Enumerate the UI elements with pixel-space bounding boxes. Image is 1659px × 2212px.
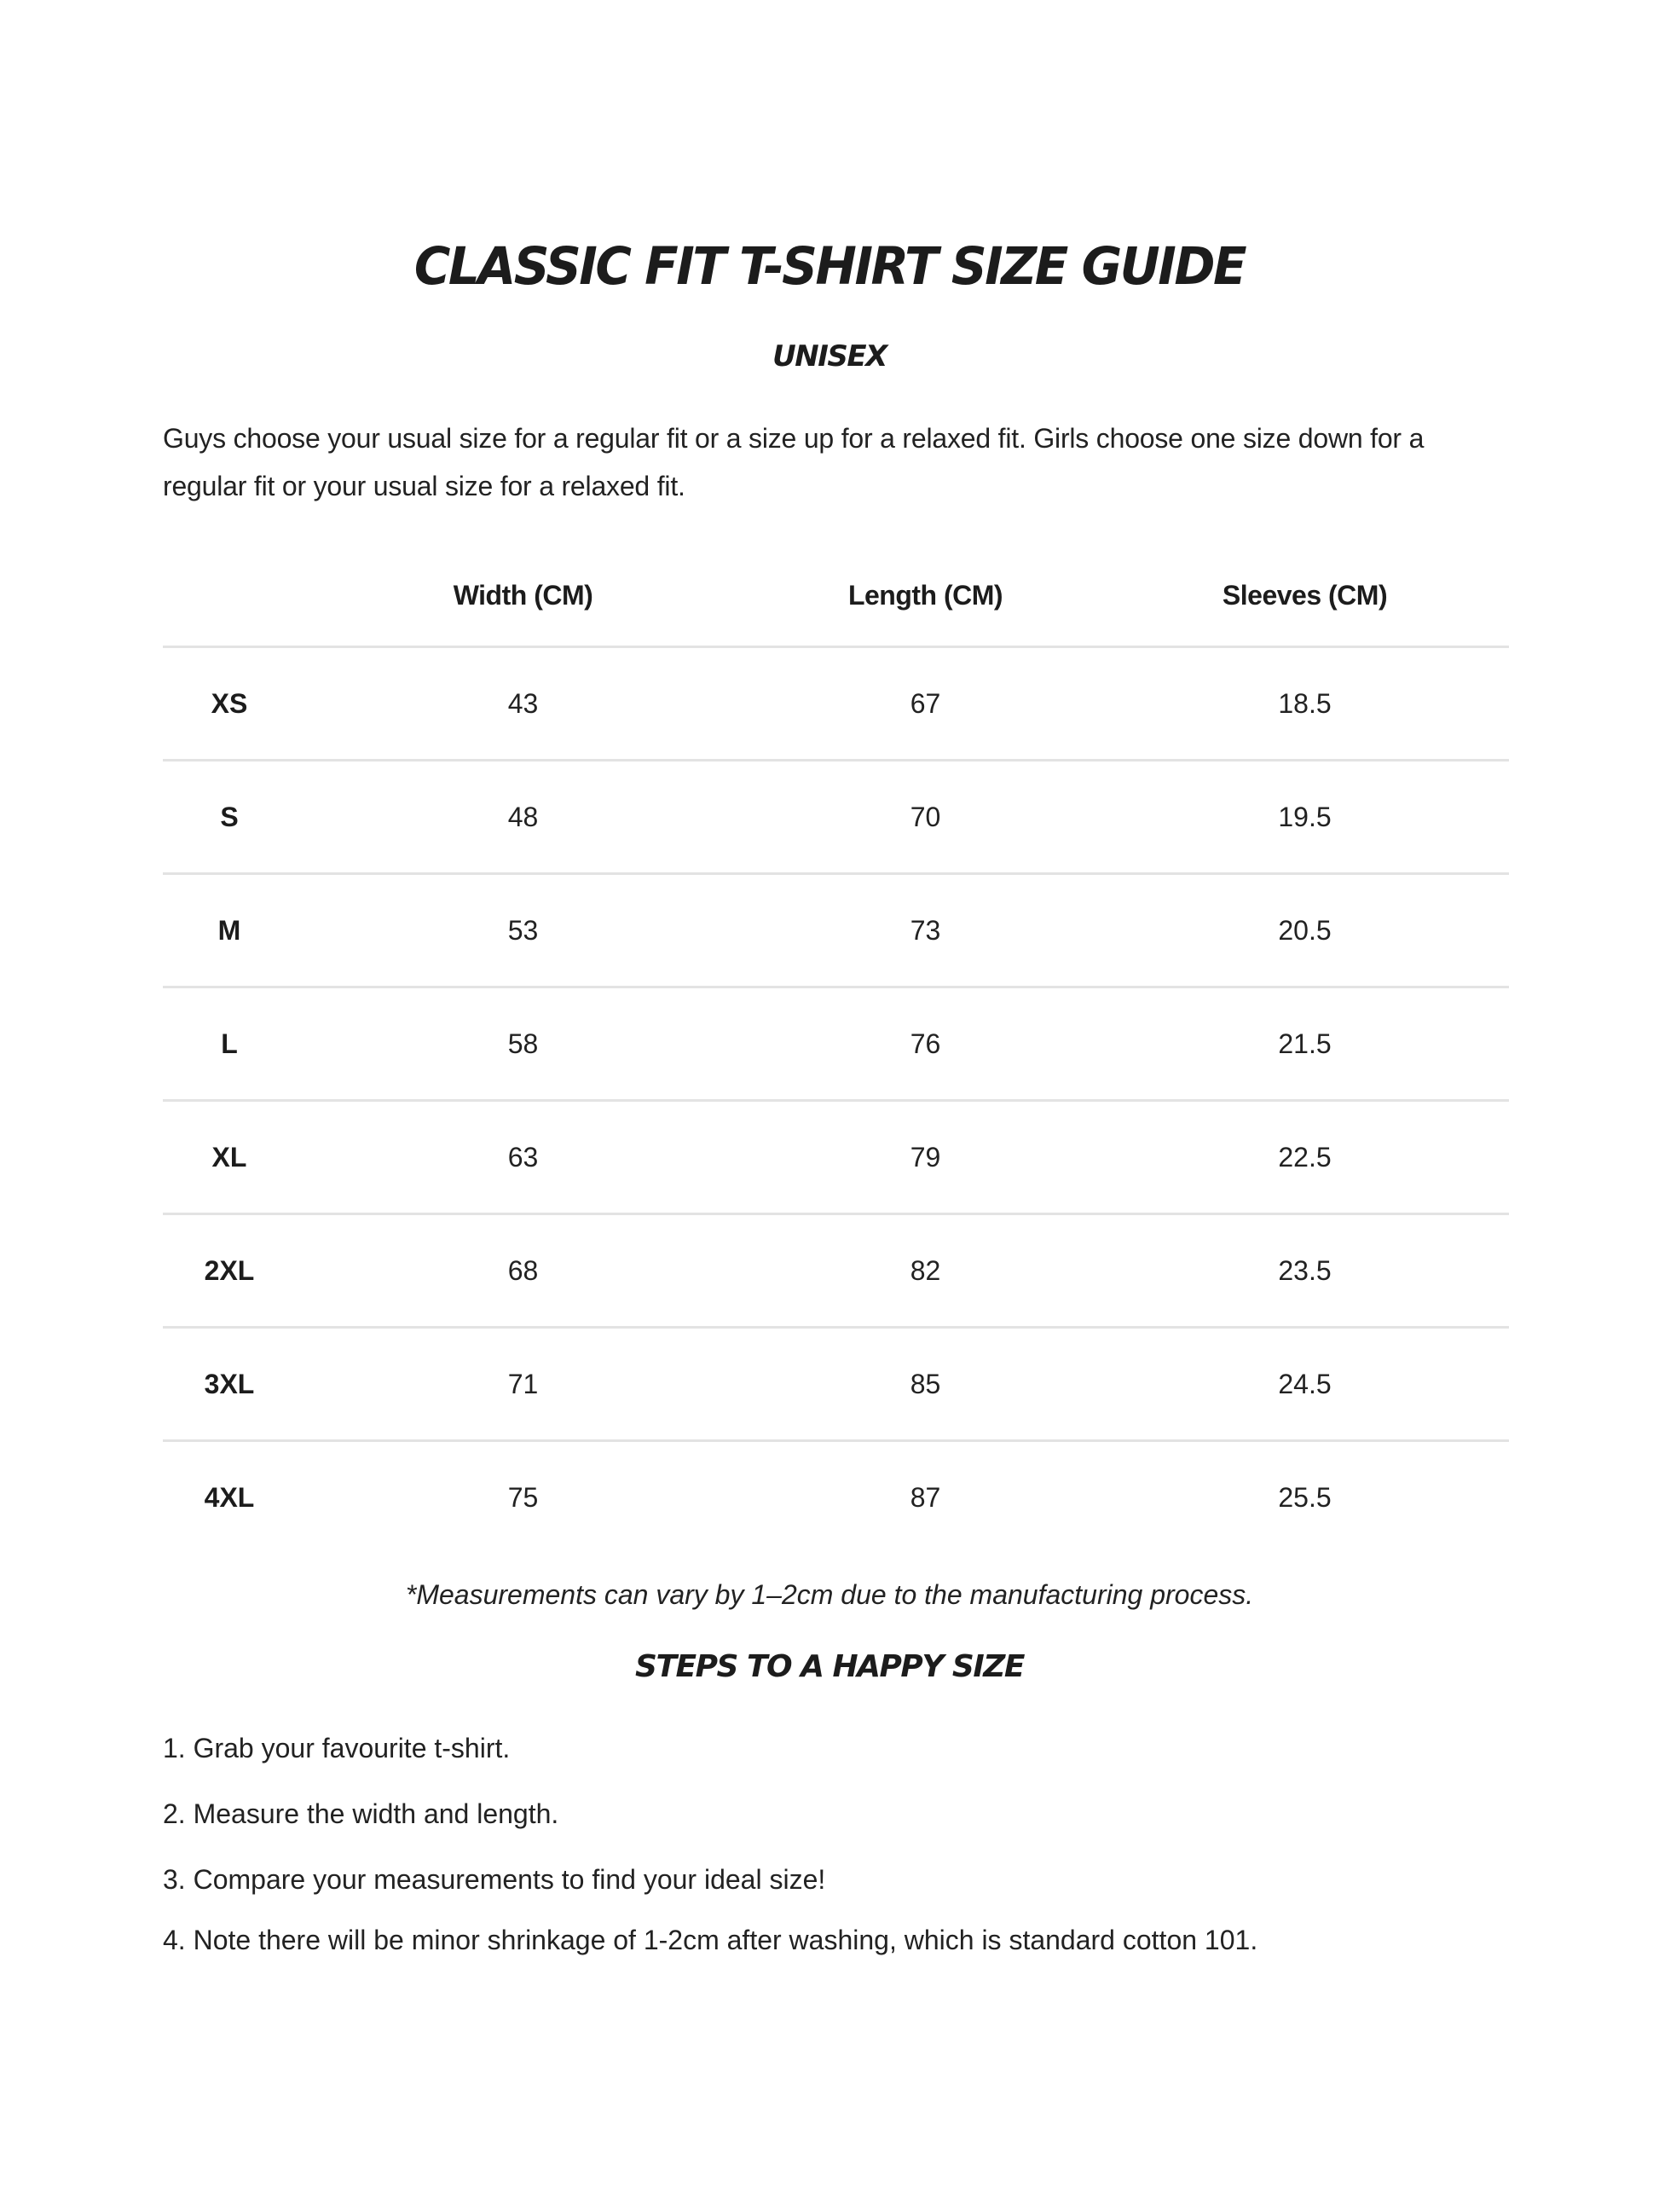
sleeves-value: 20.5 xyxy=(1101,874,1509,987)
length-value: 67 xyxy=(750,647,1101,761)
sleeves-value: 18.5 xyxy=(1101,647,1509,761)
measurement-note: *Measurements can vary by 1–2cm due to the manufacturing process. xyxy=(405,1579,1254,1610)
sleeves-value: 21.5 xyxy=(1101,987,1509,1101)
table-row xyxy=(163,1214,1509,1328)
width-value: 48 xyxy=(296,761,750,874)
width-value: 75 xyxy=(507,1481,539,1513)
column-header-width: Width (CM) xyxy=(296,546,750,647)
table-row xyxy=(163,987,1509,1101)
table-header-row xyxy=(163,546,1509,647)
table-row xyxy=(163,874,1509,987)
size-label: 2XL xyxy=(163,1214,296,1328)
sleeves-value: 19.5 xyxy=(1101,761,1509,874)
sleeves-value: 23.5 xyxy=(1101,1214,1509,1328)
steps-list xyxy=(163,1731,1257,1989)
width-value: 71 xyxy=(296,1328,750,1441)
length-value: 85 xyxy=(750,1328,1101,1441)
sleeves-value: 24.5 xyxy=(1101,1328,1509,1441)
width-value: 58 xyxy=(296,987,750,1101)
table-row xyxy=(163,1328,1509,1441)
page-subtitle: UNISEX xyxy=(772,339,887,373)
sleeves-value: 22.5 xyxy=(1101,1101,1509,1214)
sleeves-value: 25.5 xyxy=(1278,1481,1332,1513)
size-label: XS xyxy=(163,647,296,761)
length-value: 79 xyxy=(750,1101,1101,1214)
length-value: 70 xyxy=(750,761,1101,874)
width-value: 68 xyxy=(296,1214,750,1328)
step-item: 2. Measure the width and length. xyxy=(163,1798,559,1829)
size-label: S xyxy=(163,761,296,874)
page-title: CLASSIC FIT T-SHIRT SIZE GUIDE xyxy=(413,235,1246,297)
step-item: 3. Compare your measurements to find your ideal size! xyxy=(163,1864,826,1895)
width-value: 63 xyxy=(296,1101,750,1214)
size-table xyxy=(163,546,1509,1553)
width-value: 53 xyxy=(296,874,750,987)
table-row xyxy=(163,761,1509,874)
size-label: L xyxy=(163,987,296,1101)
size-label: 3XL xyxy=(163,1328,296,1441)
intro-paragraph: Guys choose your usual size for a regular fit or a size up for a relaxed fit. Girls choose one size down for a regular fit or your usual size for a relaxed fit. xyxy=(163,423,1425,501)
size-label: XL xyxy=(163,1101,296,1214)
column-header-sleeves: Sleeves (CM) xyxy=(1101,546,1509,647)
length-value: 76 xyxy=(750,987,1101,1101)
size-label: M xyxy=(163,874,296,987)
width-value: 43 xyxy=(296,647,750,761)
length-value: 87 xyxy=(910,1481,941,1513)
table-row xyxy=(163,1441,1509,1554)
column-header-size xyxy=(163,546,296,647)
table-row xyxy=(163,1101,1509,1214)
column-header-length: Length (CM) xyxy=(750,546,1101,647)
table-row xyxy=(163,647,1509,761)
step-item: 1. Grab your favourite t-shirt. xyxy=(163,1733,511,1763)
steps-title: STEPS TO A HAPPY SIZE xyxy=(635,1649,1024,1684)
length-value: 73 xyxy=(750,874,1101,987)
size-label: 4XL xyxy=(204,1481,255,1513)
step-item: 4. Note there will be minor shrinkage of 1-2cm after washing, which is standard cotton 101. xyxy=(163,1925,1258,1955)
length-value: 82 xyxy=(750,1214,1101,1328)
